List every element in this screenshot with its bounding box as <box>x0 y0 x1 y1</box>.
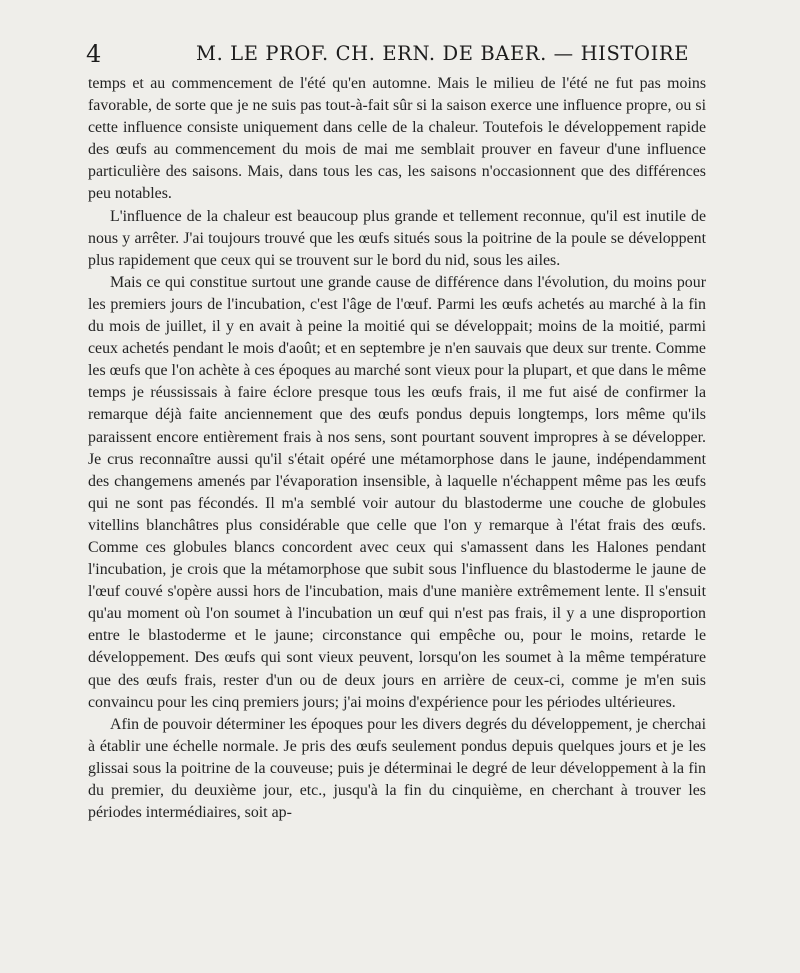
paragraph-4: Afin de pouvoir déterminer les époques pour les divers degrés du développement, je cherchai à établir une échelle normale. Je pris des œufs seulement pondus depuis quelques jours et je les glissai sous la poitrine de la couveuse; puis je déterminai le degré de leur développement à la fin du premier, du deuxième jour, etc., jusqu'à la fin du cinquième, en cherchant à trouver les périodes intermédiaires, soit ap- <box>88 715 706 822</box>
running-head: M. LE PROF. CH. ERN. DE BAER. — HISTOIRE <box>196 42 690 65</box>
paragraph-3: Mais ce qui constitue surtout une grande cause de différence dans l'évolution, du moins pour les premiers jours de l'incubation, c'est l'âge de l'œuf. Parmi les œufs achetés au marché à la fin du mois de juillet, il y en avait à peine la moitié qui se développait; moins de la moitié, parmi ceux achetés pendant le mois d'août; et en septembre je n'en sauvais que deux sur trente. Comme les œufs que l'on achète à ces époques au marché sont vieux pour la plupart, et que dans le même temps je réussissais à faire éclore presque tous les œufs frais, il me fut aisé de confirmer la remarque déjà faite anciennement que des œufs pondus depuis longtemps, lors même qu'ils paraissent encore entièrement frais à nos sens, sont pourtant souvent impropres à se développer. Je crus reconnaître aussi qu'il s'était opéré une métamorphose dans le jaune, indépendamment des changemens amenés par l'évaporation insensible, à laquelle n'échappent même pas les œufs qui ne sont pas fécondés. Il m'a semblé voir autour du blastoderme une couche de globules vitellins blanchâtres plus considérable que celle que l'on y remarque à l'état frais des œufs. Comme ces globules blancs concordent avec ceux qui s'amassent dans les Halones pendant l'incubation, je crois que la métamorphose que subit sous l'influence du blastoderme le jaune de l'œuf couvé s'opère aussi hors de l'incubation, mais d'une manière extrêmement lente. Il s'ensuit qu'au moment où l'on soumet à l'incubation un œuf qui n'est pas frais, il y a une disproportion entre le blastoderme et le jaune; circonstance qui empêche ou, pour le moins, retarde le développement. Des œufs qui sont vieux peuvent, lorsqu'on les soumet à la même température que des œufs frais, rester d'un ou de deux jours en arrière de ceux-ci, comme je m'en suis convaincu pour les cinq premiers jours; j'ai moins d'expérience pour les périodes ultérieures. <box>88 273 706 711</box>
page-header <box>86 38 706 72</box>
paragraph-1: temps et au commencement de l'été qu'en automne. Mais le milieu de l'été ne fut pas moins favorable, de sorte que je ne suis pas tout-à-fait sûr si la saison exerce une influence propre, ou si cette influence consiste uniquement dans celle de la chaleur. Toutefois le développement rapide des œufs au commencement du mois de mai me semblait prouver en faveur d'une influence particulière des saisons. Mais, dans tous les cas, les saisons n'occasionnent que des différences peu notables. <box>88 75 706 203</box>
page-number: 4 <box>86 40 102 68</box>
paragraph-2: L'influence de la chaleur est beaucoup plus grande et tellement reconnue, qu'il est inutile de nous y arrêter. J'ai toujours trouvé que les œufs situés sous la poitrine de la poule se développent plus rapidement que ceux qui se trouvent sur le bord du nid, sous les ailes. <box>88 207 706 269</box>
body-text <box>88 73 706 824</box>
